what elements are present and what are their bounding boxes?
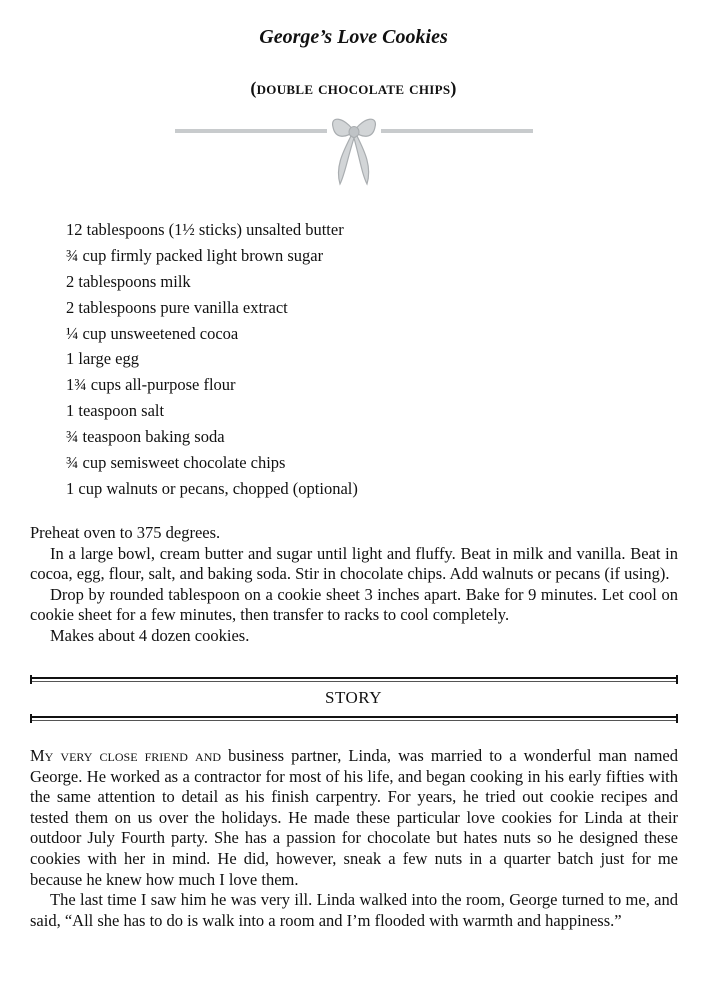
story-heading: STORY: [325, 688, 382, 707]
ingredient-item: ¼ cup unsweetened cocoa: [66, 323, 239, 343]
ingredient-item: ¾ cup firmly packed light brown sugar: [66, 245, 324, 265]
recipe-directions: [30, 523, 678, 647]
recipe-subtitle: (double chocolate chips): [250, 78, 457, 98]
ingredient-item: 12 tablespoons (1½ sticks) unsalted butter: [66, 220, 344, 239]
ingredient-item: ¾ cup semisweet chocolate chips: [66, 453, 286, 473]
story-lead-in: My very close friend and: [30, 746, 222, 765]
ingredient-item: ¾ teaspoon baking soda: [66, 427, 225, 447]
direction-paragraph: Preheat oven to 375 degrees.: [30, 523, 221, 542]
ingredient-item: 1 cup walnuts or pecans, chopped (optional): [66, 478, 358, 498]
section-rule-top: [30, 677, 678, 682]
story-text: [30, 746, 678, 931]
ingredient-item: 1¾ cups all-purpose flour: [66, 375, 236, 395]
direction-paragraph: Makes about 4 dozen cookies.: [50, 625, 250, 645]
story-paragraph-body: business partner, Linda, was married to a wonderful man named George. He worked as a contractor for most of his life, and began cooking in his early fifties with the same attention to detail as his finish carpentry. For years, he tried out cookie recipes and tested them on us over the holidays. He made these particular love cookies for Linda at their outdoor July Fourth party. She has a passion for chocolate but hates nuts so he designed these cookies with her in mind. He did, however, sneak a few nuts in a quarter batch just for me because he knew how much I love them.: [30, 746, 678, 889]
ingredient-item: 1 large egg: [66, 349, 140, 369]
ingredient-item: 1 teaspoon salt: [66, 401, 165, 421]
story-paragraph: The last time I saw him he was very ill. Linda walked into the room, George turned to me, and said, “All she has to do is walk into a room and I’m flooded with warmth and happiness.”: [30, 890, 678, 930]
story-paragraph: [30, 746, 678, 890]
direction-paragraph: In a large bowl, cream butter and sugar until light and fluffy. Beat in milk and vanilla. Beat in cocoa, egg, flour, salt, and baking soda. Stir in chocolate chips. Add walnuts or pecans (if using).: [30, 543, 678, 584]
section-rule-bottom: [30, 716, 678, 721]
recipe-title: George’s Love Cookies: [259, 26, 448, 48]
ingredient-item: 2 tablespoons milk: [66, 271, 191, 291]
ingredient-item: 2 tablespoons pure vanilla extract: [66, 297, 288, 317]
direction-paragraph: Drop by rounded tablespoon on a cookie sheet 3 inches apart. Bake for 9 minutes. Let cool on cookie sheet for a few minutes, then transfer to racks to cool completely.: [30, 584, 678, 625]
bow-ornament-icon: [175, 112, 533, 192]
ingredient-list: [66, 217, 358, 502]
